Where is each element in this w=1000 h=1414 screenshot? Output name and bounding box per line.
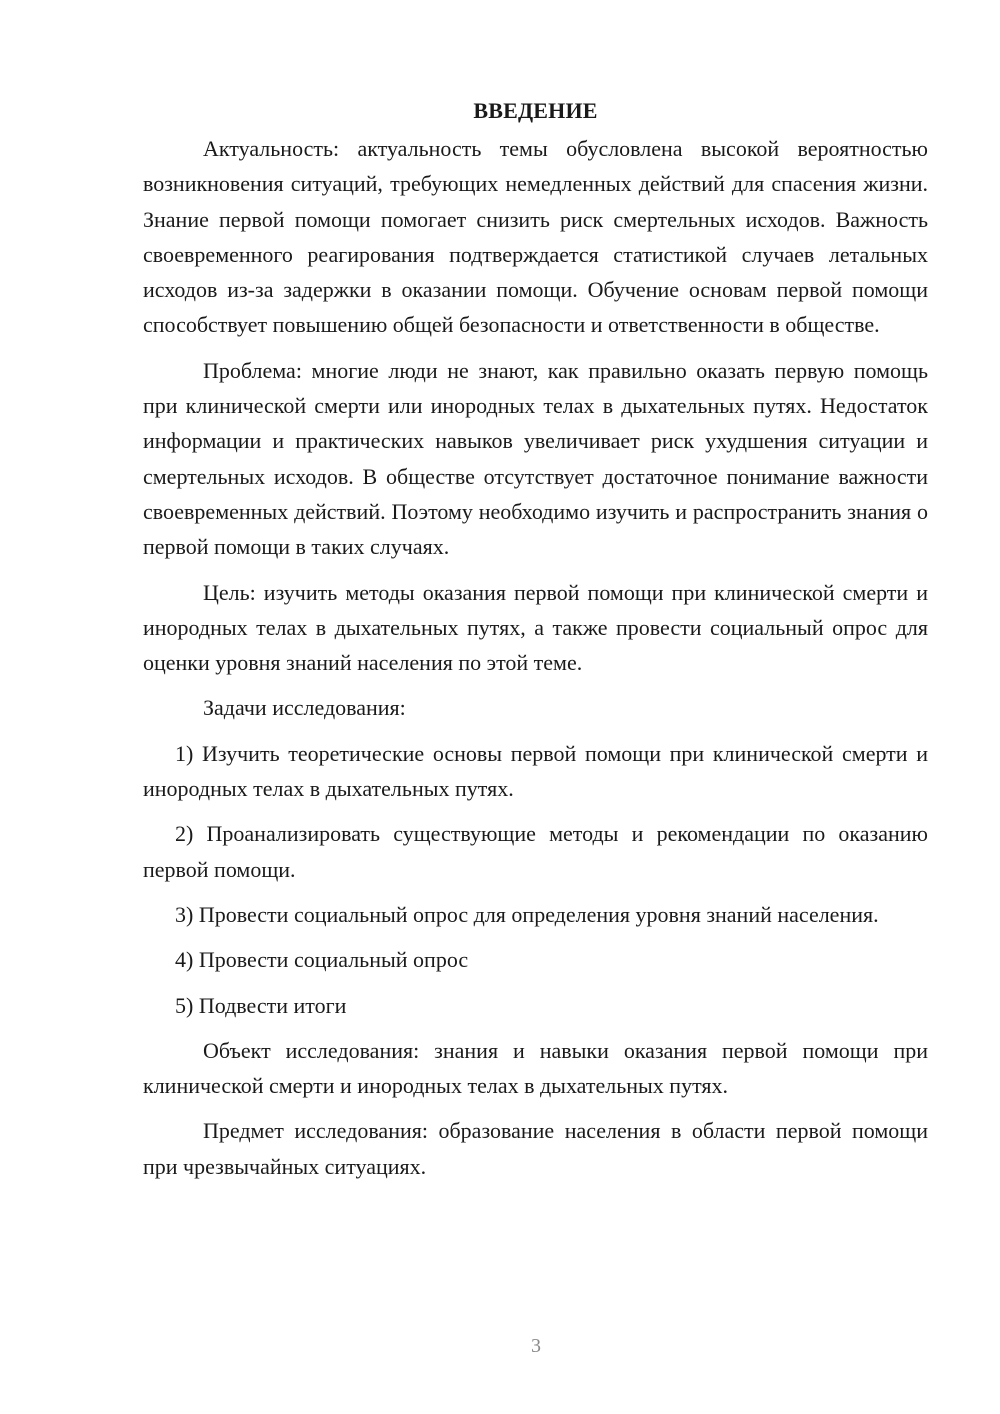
- task-item-1: 1) Изучить теоретические основы первой помощи при клинической смерти и инородных телах в дыхательных путях.: [143, 740, 928, 802]
- text-column: [143, 93, 928, 1184]
- object-paragraph: Объект исследования: знания и навыки оказания первой помощи при клинической смерти и инородных телах в дыхательных путях.: [143, 1037, 928, 1099]
- problem-paragraph: Проблема: многие люди не знают, как правильно оказать первую помощь при клинической смерти или инородных телах в дыхательных путях. Недостаток информации и практических навыков увеличивает риск ухудшения ситуации и смертельных исходов. В обществе отсутствует достаточное понимание важности своевременных действий. Поэтому необходимо изучить и распространить знания о первой помощи в таких случаях.: [143, 357, 928, 560]
- task-item-3: 3) Провести социальный опрос для определения уровня знаний населения.: [175, 901, 879, 927]
- section-heading: ВВЕДЕНИЕ: [473, 98, 598, 123]
- relevance-paragraph: Актуальность: актуальность темы обусловлена высокой вероятностью возникновения ситуаций, требующих немедленных действий для спасения жизни. Знание первой помощи помогает снизить риск смертельных исходов. Важность своевременного реагирования подтверждается статистикой случаев летальных исходов из-за задержки в оказании помощи. Обучение основам первой помощи способствует повышению общей безопасности и ответственности в обществе.: [143, 136, 928, 338]
- task-item-2: 2) Проанализировать существующие методы и рекомендации по оказанию первой помощи.: [143, 821, 928, 882]
- subject-paragraph: Предмет исследования: образование населения в области первой помощи при чрезвычайных ситуациях.: [143, 1118, 928, 1179]
- page-number: 3: [531, 1335, 541, 1357]
- tasks-heading: Задачи исследования:: [203, 695, 406, 721]
- task-item-5: 5) Подвести итоги: [175, 992, 347, 1018]
- task-item-4: 4) Провести социальный опрос: [175, 947, 469, 973]
- goal-paragraph: Цель: изучить методы оказания первой помощи при клинической смерти и инородных телах в дыхательных путях, а также провести социальный опрос для оценки уровня знаний населения по этой теме.: [143, 579, 928, 676]
